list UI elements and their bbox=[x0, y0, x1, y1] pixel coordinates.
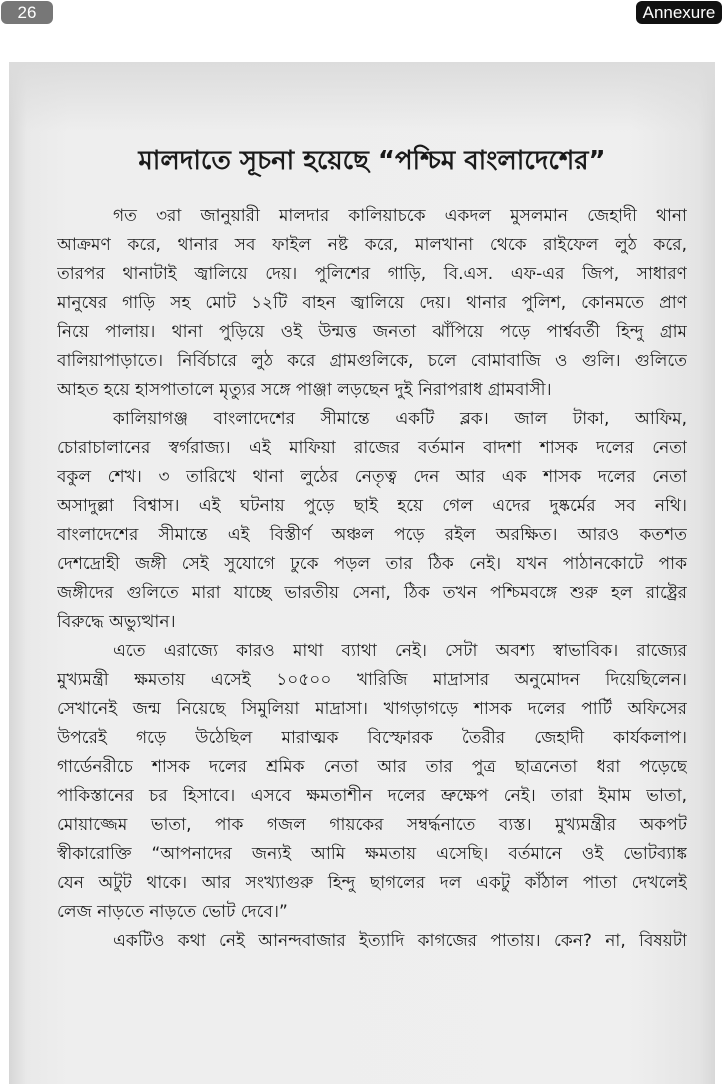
text-line: নিয়ে পালায়। থানা পুড়িয়ে ওই উন্মত্ত জনতা ঝাঁপিয়ে পড়ে পার্শ্ববর্তী হিন্দু গ্রাম bbox=[57, 322, 687, 342]
text-line: মোয়াজ্জেম ভাতা, পাক গজল গায়কের সম্বর্দ্ধনাতে ব্যস্ত। মুখ্যমন্ত্রীর অকপট bbox=[57, 815, 687, 835]
text-line: গার্ডেনরীচে শাসক দলের শ্রমিক নেতা আর তার পুত্র ছাত্রনেতা ধরা পড়েছে bbox=[57, 757, 687, 777]
text-line: বকুল শেখ। ৩ তারিখে থানা লুঠের নেতৃত্ব দেন আর এক শাসক দলের নেতা bbox=[57, 467, 687, 487]
scanned-page bbox=[9, 62, 715, 1084]
text-line: চোরাচালানের স্বর্গরাজ্য। এই মাফিয়া রাজের বর্তমান বাদশা শাসক দলের নেতা bbox=[57, 438, 687, 458]
text-line: বাংলাদেশের সীমান্তে এই বিস্তীর্ণ অঞ্চল পড়ে রইল অরক্ষিত। আরও কতশত bbox=[57, 525, 687, 545]
text-line: স্বীকারোক্তি “আপনাদের জন্যই আমি ক্ষমতায় এসেছি। বর্তমানে ওই ভোটব্যাঙ্ক bbox=[57, 844, 687, 864]
text-line: মুখ্যমন্ত্রী ক্ষমতায় এসেই ১০৫০০ খারিজি মাদ্রাসার অনুমোদন দিয়েছিলেন। bbox=[57, 670, 687, 690]
article-body bbox=[57, 202, 687, 956]
text-line: জঙ্গীদের গুলিতে মারা যাচ্ছে ভারতীয় সেনা, ঠিক তখন পশ্চিমবঙ্গে শুরু হল রাষ্ট্রের bbox=[57, 583, 687, 603]
text-line: পাকিস্তানের চর হিসাবে। এসবে ক্ষমতাশীন দলের ভ্রুক্ষেপ নেই। তারা ইমাম ভাতা, bbox=[57, 786, 687, 806]
text-line: বিরুদ্ধে অভ্যুত্থান। bbox=[57, 612, 176, 632]
annexure-badge: Annexure bbox=[636, 1, 722, 24]
text-line: অসাদুল্লা বিশ্বাস। এই ঘটনায় পুড়ে ছাই হয়ে গেল এদের দুষ্কর্মের সব নথি। bbox=[57, 496, 687, 516]
text-line: লেজ নাড়তে নাড়তে ভোট দেবে।” bbox=[57, 902, 288, 922]
text-line: কালিয়াগঞ্জ বাংলাদেশের সীমান্তে একটি ব্লক। জাল টাকা, আফিম, bbox=[113, 409, 687, 429]
text-line: দেশদ্রোহী জঙ্গী সেই সুযোগে ঢুকে পড়ল তার ঠিক নেই। যখন পাঠানকোটে পাক bbox=[57, 554, 687, 574]
text-line: উপরেই গড়ে উঠেছিল মারাত্মক বিস্ফোরক তৈরীর জেহাদী কার্যকলাপ। bbox=[57, 728, 687, 748]
text-line: সেখানেই জন্ম নিয়েছে সিমুলিয়া মাদ্রাসা। খাগড়াগড়ে শাসক দলের পার্টি অফিসের bbox=[57, 699, 687, 719]
text-line: এতে এরাজ্যে কারও মাথা ব্যাথা নেই। সেটা অবশ্য স্বাভাবিক। রাজ্যের bbox=[113, 641, 687, 661]
text-line: গত ৩রা জানুয়ারী মালদার কালিয়াচকে একদল মুসলমান জেহাদী থানা bbox=[113, 206, 687, 226]
page-number-badge: 26 bbox=[1, 1, 53, 24]
text-line: বালিয়াপাড়াতে। নির্বিচারে লুঠ করে গ্রামগুলিকে, চলে বোমাবাজি ও গুলি। গুলিতে bbox=[57, 351, 687, 371]
page-top-shade bbox=[9, 62, 715, 132]
text-line: মানুষের গাড়ি সহ মোট ১২টি বাহন জ্বালিয়ে দেয়। থানার পুলিশ, কোনমতে প্রাণ bbox=[57, 293, 687, 313]
article-title: মালদাতে সূচনা হয়েছে “পশ্চিম বাংলাদেশের” bbox=[138, 146, 606, 176]
text-line: তারপর থানাটাই জ্বালিয়ে দেয়। পুলিশের গাড়ি, বি.এস. এফ-এর জিপ, সাধারণ bbox=[57, 264, 687, 284]
text-line: আক্রমণ করে, থানার সব ফাইল নষ্ট করে, মালখানা থেকে রাইফেল লুঠ করে, bbox=[57, 235, 687, 255]
text-line: যেন অটুট থাকে। আর সংখ্যাগুরু হিন্দু ছাগলের দল একটু কাঁঠাল পাতা দেখলেই bbox=[57, 873, 687, 893]
text-line: আহত হয়ে হাসপাতালে মৃত্যুর সঙ্গে পাঞ্জা লড়ছেন দুই নিরাপরাধ গ্রামবাসী। bbox=[57, 380, 552, 400]
text-line: একটিও কথা নেই আনন্দবাজার ইত্যাদি কাগজের পাতায়। কেন? না, বিষয়টা bbox=[113, 931, 687, 951]
